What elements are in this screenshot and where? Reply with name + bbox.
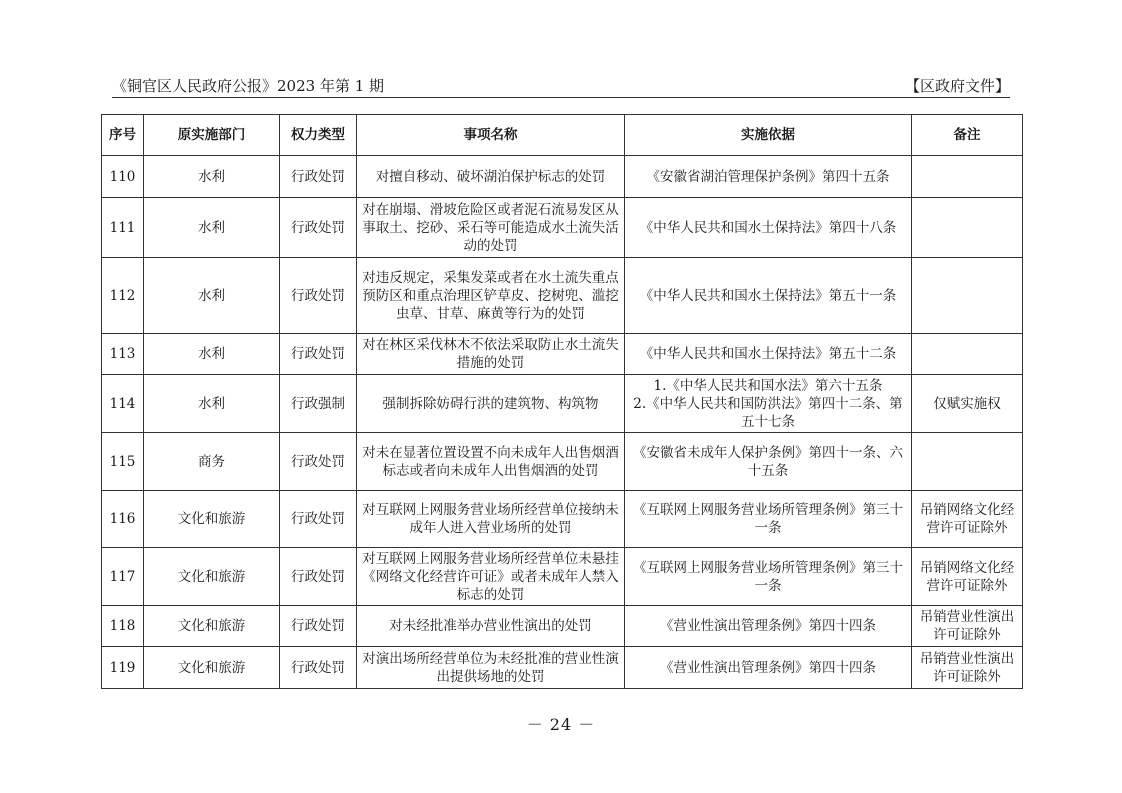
cell-basis: 《中华人民共和国水土保持法》第五十二条 xyxy=(625,334,912,375)
cell-dept: 文化和旅游 xyxy=(144,491,280,548)
column-header-dept: 原实施部门 xyxy=(144,115,280,156)
cell-basis: 《营业性演出管理条例》第四十四条 xyxy=(625,606,912,647)
cell-note: 吊销营业性演出许可证除外 xyxy=(912,647,1023,689)
cell-basis: 《安徽省未成年人保护条例》第四十一条、六十五条 xyxy=(625,433,912,491)
cell-item: 对演出场所经营单位为未经批准的营业性演出提供场地的处罚 xyxy=(357,647,625,689)
cell-type: 行政处罚 xyxy=(280,548,357,606)
cell-item: 对未在显著位置设置不向未成年人出售烟酒标志或者向未成年人出售烟酒的处罚 xyxy=(357,433,625,491)
cell-type: 行政强制 xyxy=(280,375,357,433)
cell-dept: 水利 xyxy=(144,258,280,334)
table-row xyxy=(102,334,1023,375)
cell-basis: 《中华人民共和国水土保持法》第五十一条 xyxy=(625,258,912,334)
cell-type: 行政处罚 xyxy=(280,198,357,258)
cell-type: 行政处罚 xyxy=(280,156,357,198)
cell-type: 行政处罚 xyxy=(280,433,357,491)
cell-dept: 文化和旅游 xyxy=(144,548,280,606)
cell-item: 对在林区采伐林木不依法采取防止水土流失措施的处罚 xyxy=(357,334,625,375)
table-row xyxy=(102,156,1023,198)
basis-line: 2.《中华人民共和国防洪法》第四十二条、第五十七条 xyxy=(633,395,903,430)
column-header-basis: 实施依据 xyxy=(625,115,912,156)
table-row xyxy=(102,491,1023,548)
table-row xyxy=(102,375,1023,433)
cell-no: 118 xyxy=(102,606,144,647)
cell-item: 对违反规定，采集发菜或者在水土流失重点预防区和重点治理区铲草皮、挖树兜、滥挖虫草、甘草、麻黄等行为的处罚 xyxy=(357,258,625,334)
cell-type: 行政处罚 xyxy=(280,606,357,647)
cell-no: 119 xyxy=(102,647,144,689)
cell-basis: 《互联网上网服务营业场所管理条例》第三十一条 xyxy=(625,548,912,606)
table-row xyxy=(102,433,1023,491)
cell-basis: 《营业性演出管理条例》第四十四条 xyxy=(625,647,912,689)
cell-note xyxy=(912,258,1023,334)
column-header-no: 序号 xyxy=(102,115,144,156)
cell-no: 117 xyxy=(102,548,144,606)
page-header xyxy=(112,76,1010,96)
cell-basis xyxy=(625,375,912,433)
header-divider xyxy=(112,97,1010,98)
cell-note xyxy=(912,433,1023,491)
table-row xyxy=(102,647,1023,689)
publication-title: 《铜官区人民政府公报》2023 年第 1 期 xyxy=(112,77,385,95)
cell-no: 115 xyxy=(102,433,144,491)
cell-item: 对互联网上网服务营业场所经营单位未悬挂《网络文化经营许可证》或者未成年人禁入标志的处罚 xyxy=(357,548,625,606)
cell-dept: 文化和旅游 xyxy=(144,647,280,689)
table-row xyxy=(102,198,1023,258)
cell-note xyxy=(912,156,1023,198)
cell-note: 吊销网络文化经营许可证除外 xyxy=(912,548,1023,606)
cell-dept: 商务 xyxy=(144,433,280,491)
column-header-type: 权力类型 xyxy=(280,115,357,156)
cell-item: 对擅自移动、破坏湖泊保护标志的处罚 xyxy=(357,156,625,198)
cell-no: 113 xyxy=(102,334,144,375)
table-row xyxy=(102,258,1023,334)
cell-no: 110 xyxy=(102,156,144,198)
cell-note: 仅赋实施权 xyxy=(912,375,1023,433)
table-row xyxy=(102,606,1023,647)
cell-basis: 《互联网上网服务营业场所管理条例》第三十一条 xyxy=(625,491,912,548)
cell-type: 行政处罚 xyxy=(280,491,357,548)
page-number: － 24 － xyxy=(526,715,596,734)
cell-note xyxy=(912,334,1023,375)
cell-type: 行政处罚 xyxy=(280,258,357,334)
cell-dept: 水利 xyxy=(144,156,280,198)
cell-item: 对互联网上网服务营业场所经营单位接纳未成年人进入营业场所的处罚 xyxy=(357,491,625,548)
section-label: 【区政府文件】 xyxy=(904,77,1010,95)
cell-basis: 《安徽省湖泊管理保护条例》第四十五条 xyxy=(625,156,912,198)
column-header-item: 事项名称 xyxy=(357,115,625,156)
cell-type: 行政处罚 xyxy=(280,334,357,375)
cell-no: 111 xyxy=(102,198,144,258)
cell-no: 116 xyxy=(102,491,144,548)
cell-type: 行政处罚 xyxy=(280,647,357,689)
cell-note: 吊销营业性演出许可证除外 xyxy=(912,606,1023,647)
cell-dept: 水利 xyxy=(144,334,280,375)
table-header-row xyxy=(102,115,1023,156)
cell-item: 对未经批准举办营业性演出的处罚 xyxy=(357,606,625,647)
authority-table xyxy=(101,114,1023,689)
cell-note: 吊销网络文化经营许可证除外 xyxy=(912,491,1023,548)
cell-dept: 水利 xyxy=(144,198,280,258)
cell-dept: 水利 xyxy=(144,375,280,433)
table-row xyxy=(102,548,1023,606)
cell-basis: 《中华人民共和国水土保持法》第四十八条 xyxy=(625,198,912,258)
cell-item: 对在崩塌、滑坡危险区或者泥石流易发区从事取土、挖砂、采石等可能造成水土流失活动的处罚 xyxy=(357,198,625,258)
cell-no: 112 xyxy=(102,258,144,334)
basis-line: 1.《中华人民共和国水法》第六十五条 xyxy=(653,377,883,394)
cell-item: 强制拆除妨碍行洪的建筑物、构筑物 xyxy=(357,375,625,433)
cell-no: 114 xyxy=(102,375,144,433)
cell-note xyxy=(912,198,1023,258)
cell-dept: 文化和旅游 xyxy=(144,606,280,647)
column-header-note: 备注 xyxy=(912,115,1023,156)
